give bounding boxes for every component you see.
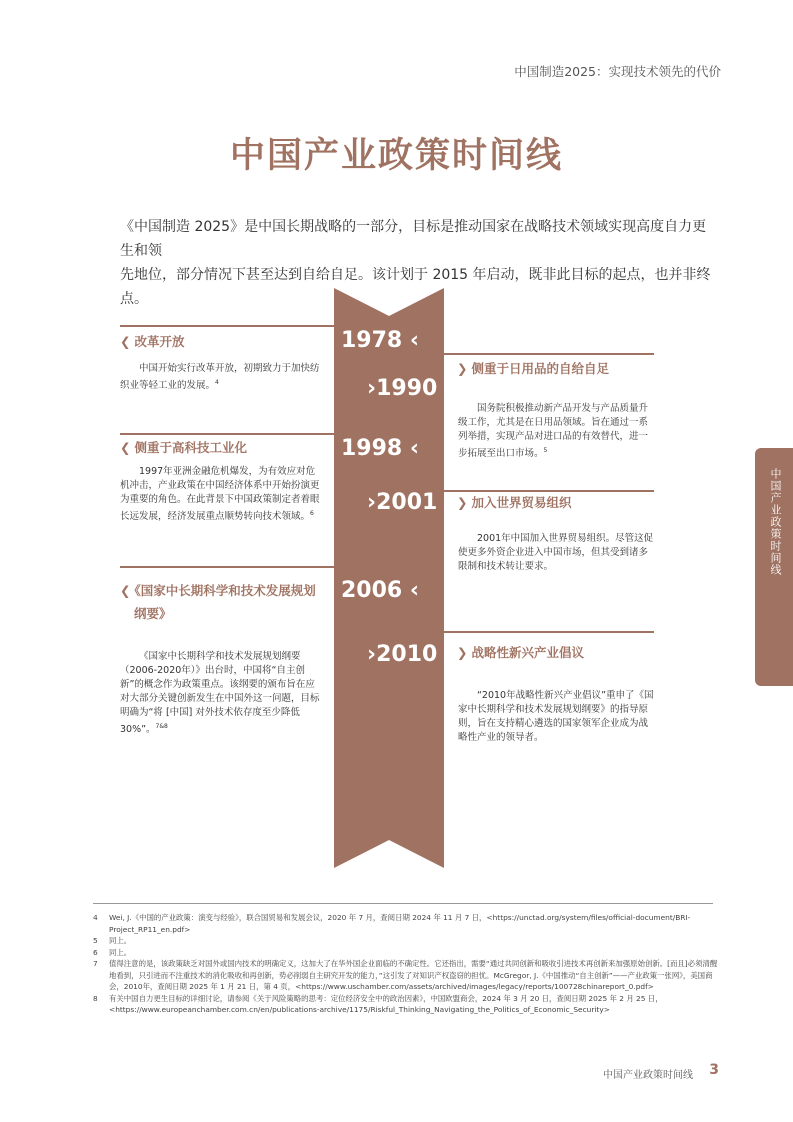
year-label [341,436,419,461]
event-title: ❮ 改革开放 [120,334,185,349]
chevron-left-icon: ‹ [402,436,419,461]
footnote: 6 同上。 [93,947,132,957]
event-title: ❯ 加入世界贸易组织 [457,495,572,510]
chevron-right-icon: ❯ [457,495,468,510]
event-body: 《国家中长期科学和技术发展规划纲要（2006-2020年）》出台时，中国将“自主创新”的概念作为政策重点。该纲要的颁布旨在应对大部分关键创新发生在中国外这一问题，目标明确为“将 [中国] 对外技术依存度至少降低30%”。$^{7\&8}$ [120,651,320,736]
connector-line [444,353,654,355]
chevron-right-icon: ❯ [457,361,468,376]
year-label [367,376,437,401]
footnote-ref: 7&8 [155,723,168,730]
section-side-tab[interactable] [755,448,793,686]
event-body: “2010年战略性新兴产业倡议”重申了《国家中长期科学和技术发展规划纲要》的指导原则，旨在支持精心遴选的国家领军企业成为战略性产业的领导者。 [458,690,654,743]
chevron-left-icon: ‹ [402,578,419,603]
year-label [341,328,419,353]
footnote-ref: 6 [310,510,314,517]
event-body: 1997年亚洲金融危机爆发，为有效应对危机冲击，产业政策在中国经济体系中开始扮演更为重要的角色。在此背景下中国政策制定者着眼长远发展，经济发展重点顺势转向技术领域。$^6$ [120,466,320,523]
footnote-ref: 4 [215,379,219,386]
year-label [367,642,437,667]
chevron-left-icon: ❮ [120,440,131,455]
year-label [341,578,419,603]
footnote-ref: 5 [543,447,548,454]
side-tab-label: 中国产业政策时间线 [769,468,782,576]
year-value: 1998 [341,436,403,461]
connector-line [120,325,334,327]
event-title: ❯ 战略性新兴产业倡议 [457,645,584,660]
footnote: 7 值得注意的是，该政策缺乏对国外或国内技术的明确定义，这加大了在华外国企业面临的不确定性。它还指出，需要“通过共同创新和吸收引进技术再创新来加强原始创新。[而且]必须清醒地看到，只引进而不注重技术的消化吸收和再创新，势必削弱自主研究开发的能力，”这引发了对知识产权盗窃的担忧。McGregor, J.《中国推动“自主创新”——产业政策一张网》，美国商会，2010年，查阅日期 2025 年 1 月 21 日，第 4 页，<https://www.uschamber.com/assets/archived/images/legacy/reports/100728chinareport_0.pdf> [93,959,718,991]
chevron-left-icon: ‹ [402,328,419,353]
year-value: 2010 [376,642,438,667]
event-title: ❮ 侧重于高科技工业化 [120,440,247,455]
footnote: 4 Wei, J.《中国的产业政策：演变与经验》，联合国贸易和发展会议，2020 年 7 月，查阅日期 2024 年 11 月 7 日，<https://unctad.org/system/files/official-document/BRI-Project_RP11_en.pdf> [93,913,691,934]
year-value: 1990 [376,376,438,401]
event-title: ❮ 《国家中长期科学和技术发展规划 纲要》 [120,583,316,621]
page-title: 中国产业政策时间线 [229,136,563,176]
connector-line [444,631,654,633]
chevron-right-icon: › [367,376,377,401]
event-body: 国务院积极推动新产品开发与产品质量升级工作，尤其是在日用品领域。旨在通过一系列举措，实现产品对进口品的有效替代，进一步拓展至出口市场。$^5$ [458,403,649,460]
running-header: 中国制造2025：实现技术领先的代价 [514,64,721,79]
footnote: 5 同上。 [93,936,132,945]
footnote-divider [93,903,713,904]
footnote: 8 有关中国自力更生目标的详细讨论，请参阅《关于风险策略的思考：定位经济安全中的政治因素》，中国欧盟商会，2024 年 3 月 20 日，查阅日期 2025 年 2 月 25 日，<https://www.europeanchamber.com.cn/en/publications-archive/1175/Riskful_Thinking_Navigating_the_Politics_of_Economic_Security> [93,993,663,1014]
chevron-left-icon: ❮ [120,334,131,349]
chevron-left-icon: ❮ [120,583,131,598]
year-label [367,490,437,515]
intro-line: 先地位，部分情况下甚至达到自给自足。该计划于 2015 年启动，既非此目标的起点，也并非终点。 [120,267,711,307]
year-value: 2006 [341,578,403,603]
chevron-right-icon: › [367,490,377,515]
event-title: ❯ 侧重于日用品的自给自足 [457,361,609,376]
page-number: 3 [709,1062,719,1078]
year-value: 2001 [376,490,438,515]
connector-line [120,433,334,435]
intro-line: 《中国制造 2025》是中国长期战略的一部分，目标是推动国家在战略技术领域实现高度自力更生和领 [120,219,707,259]
chevron-right-icon: › [367,642,377,667]
footnotes [93,912,719,1016]
chevron-right-icon: ❯ [457,645,468,660]
event-body: 2001年中国加入世界贸易组织。尽管这促使更多外资企业进入中国市场，但其受到诸多限制和技术转让要求。 [458,533,654,572]
year-value: 1978 [341,328,403,353]
footer-section-label: 中国产业政策时间线 [603,1070,693,1081]
connector-line [120,566,334,568]
event-body: 中国开始实行改革开放，初期致力于加快纺织业等轻工业的发展。$^4$ [120,363,320,392]
